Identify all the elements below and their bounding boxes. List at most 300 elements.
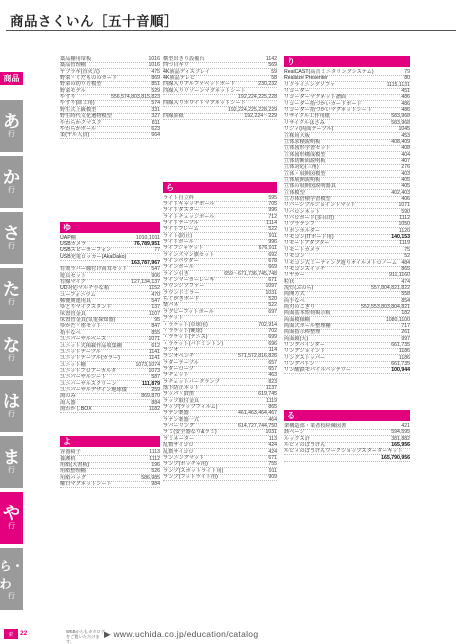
tab-kana: 商品: [3, 73, 20, 83]
index-tab-0[interactable]: [0, 72, 23, 85]
entry-pages: 705: [268, 200, 277, 207]
entry-name: 立方体倍積学習模型: [284, 196, 331, 202]
entry-leader: [312, 88, 402, 94]
entry-name: 用紙整理棚: [60, 468, 86, 475]
entry-leader: [111, 285, 149, 291]
entry-leader: [210, 461, 269, 467]
entry-pages: 165,956: [391, 441, 410, 448]
entry-name: リバロボード(多目的): [284, 215, 334, 222]
entry-name: ユニットテーブル(カラー): [60, 355, 120, 362]
entry-name: 立株用大板: [284, 132, 310, 139]
entry-pages: 823: [268, 378, 277, 385]
entry-name: 湯入器: [60, 399, 76, 406]
entry-name: 両面模様棚: [284, 316, 310, 323]
entry-pages: 1071: [398, 202, 410, 209]
entry-name: ・ラケット(卓球用): [163, 321, 208, 328]
tab-kana: ま: [3, 448, 20, 467]
entry-name: 養護机: [60, 455, 76, 462]
entry-name: 4K液晶ディスプレイ: [163, 68, 210, 75]
entry-pages: 137: [151, 304, 160, 311]
entry-pages: 1137: [265, 385, 277, 391]
entry-leader: [104, 120, 152, 126]
entry-name: 薬品管理棚: [60, 62, 86, 69]
entry-name: リン酸鉄モバイルバッテリー: [284, 367, 352, 374]
entry-pages: 526: [151, 468, 160, 475]
entry-pages: 486: [401, 107, 410, 114]
entry-name: 立体展開説明板: [284, 176, 321, 183]
entry-leader: [322, 139, 391, 145]
entry-leader: [196, 366, 269, 372]
entry-name: ラグビーフットボール: [163, 308, 214, 315]
entry-leader: [317, 304, 361, 310]
entry-pages: 408,409: [391, 138, 410, 145]
section-header: る: [284, 410, 410, 421]
entry-leader: [114, 113, 151, 119]
entry-name: ライト(防止): [163, 232, 193, 239]
entry-leader: [118, 368, 148, 374]
entry-leader: [108, 374, 151, 380]
entry-leader: [186, 315, 278, 321]
entry-pages: 331: [151, 106, 160, 113]
entry-name: 四線罫紙: [163, 113, 184, 120]
entry-leader: [196, 449, 269, 455]
entry-name: リボンホルダー: [284, 227, 321, 234]
entry-name: ラダーテーブル: [163, 359, 199, 366]
entry-leader: [321, 164, 402, 170]
entry-name: 用紙バッグ: [60, 474, 86, 481]
index-entry: [284, 367, 410, 374]
entry-pages: 671: [268, 277, 277, 284]
entry-name: ラバーリング: [163, 423, 195, 430]
entry-name: 郵便関連用具: [60, 298, 92, 305]
entry-pages: 661,735: [391, 361, 410, 368]
entry-pages: 140,153: [391, 234, 410, 241]
entry-pages: 1080,1100: [385, 316, 410, 323]
entry-leader: [201, 398, 266, 404]
index-entry: [284, 455, 410, 462]
entry-leader: [196, 423, 238, 429]
entry-name: ヤブラギ(直火式): [60, 68, 100, 75]
entry-name: 立体図形構成模型: [284, 151, 326, 158]
entry-pages: 984: [151, 481, 160, 488]
entry-leader: [103, 349, 149, 355]
entry-name: 流灯(ぷのら): [284, 284, 314, 291]
entry-pages: 522: [268, 226, 277, 233]
entry-leader: [119, 381, 142, 387]
entry-name: 四線入りリゾーンマグネットシート: [163, 87, 246, 94]
entry-leader: [217, 277, 269, 283]
entry-leader: [78, 456, 150, 462]
entry-name: ラジオ: [163, 346, 179, 353]
tab-kana: や: [3, 504, 20, 523]
entry-leader: [333, 196, 402, 202]
entry-pages: 1119: [266, 397, 277, 404]
entry-name: リングバインダー: [284, 342, 325, 349]
entry-leader: [196, 436, 269, 442]
entry-leader: [310, 336, 401, 342]
entry-pages: 1113: [149, 449, 160, 456]
entry-pages: 1141: [148, 348, 160, 355]
entry-name: 両面基本短荷掲示板: [284, 310, 331, 317]
entry-name: リジィ(両面テープル): [284, 126, 334, 133]
entry-leader: [165, 94, 238, 100]
entry-name: ライトダスター: [163, 207, 200, 214]
entry-leader: [104, 323, 152, 329]
index-tab-9[interactable]: [0, 548, 23, 610]
entry-pages: 692: [268, 251, 277, 258]
index-tab-1[interactable]: [0, 100, 23, 152]
entry-pages: 594,595: [391, 429, 410, 436]
entry-pages: 402,403: [391, 189, 410, 196]
entry-leader: [307, 298, 402, 304]
entry-name: ランプ(ボッチャ用): [163, 461, 208, 468]
entry-pages: 854: [401, 297, 410, 304]
entry-leader: [317, 221, 399, 227]
entry-leader: [129, 387, 152, 393]
entry-leader: [201, 207, 268, 213]
entry-pages: 165,790,956: [381, 454, 410, 461]
entry-leader: [327, 348, 399, 354]
entry-leader: [307, 429, 392, 435]
entry-name: 遊具セット: [60, 272, 86, 279]
entry-pages: 1112: [149, 455, 160, 462]
tab-gyo: 行: [8, 187, 15, 194]
entry-pages: 1073: [148, 367, 160, 374]
entry-leader: [98, 126, 151, 132]
entry-pages: 474: [401, 278, 410, 285]
entry-name: ラジオペンチ: [163, 353, 195, 360]
entry-name: ユーフォニウム: [60, 291, 96, 298]
entry-pages: 911: [268, 467, 277, 474]
entry-leader: [328, 158, 402, 164]
entry-pages: 59: [271, 68, 277, 75]
entry-leader: [333, 310, 402, 316]
entry-pages: 475: [151, 68, 160, 75]
entry-name: リバーシブルジョイントマット: [284, 202, 356, 209]
entry-leader: [181, 302, 269, 308]
entry-name: 有効ラバー線付け両耳セット: [60, 266, 128, 273]
catalog-link[interactable]: ▶ www.uchida.co.jp/education/catalog: [104, 629, 259, 639]
index-tab-4[interactable]: [0, 268, 23, 320]
entry-leader: [88, 62, 149, 68]
entry-leader: [220, 404, 269, 410]
entry-pages: 590: [401, 208, 410, 215]
entry-pages: 1071: [148, 336, 160, 343]
entry-leader: [88, 311, 149, 317]
entry-leader: [307, 190, 391, 196]
section-header: ら: [163, 182, 277, 193]
entry-leader: [206, 455, 268, 461]
entry-name: ラウンドミラー: [163, 289, 200, 296]
entry-pages: 327: [151, 113, 160, 120]
entry-leader: [358, 202, 399, 208]
entry-pages: 587: [151, 374, 160, 381]
entry-leader: [328, 171, 402, 177]
entry-leader: [338, 183, 401, 189]
entry-pages: 678: [268, 258, 277, 264]
entry-name: 四線入りアルファベットボード: [163, 81, 236, 88]
entry-leader: [88, 88, 152, 94]
entry-name: らくがきボード: [163, 296, 200, 303]
entry-pages: 619,745: [258, 391, 277, 398]
entry-pages: 461,463,464,467: [238, 410, 277, 417]
entry-pages: 424: [268, 448, 277, 455]
entry-leader: [191, 62, 268, 68]
entry-leader: [364, 101, 402, 107]
entry-pages: 1186: [398, 348, 410, 355]
entry-pages: 127,134,137: [131, 279, 160, 285]
entry-leader: [98, 107, 151, 113]
entry-leader: [196, 353, 238, 359]
entry-name: ラインマーカーレーキ: [163, 277, 215, 284]
entry-name: ランニングマット: [163, 454, 205, 461]
entry-name: ランプ(フットライト用): [163, 473, 218, 480]
entry-pages: 623: [151, 125, 160, 132]
entry-pages: 557,804,821,822: [371, 284, 410, 291]
entry-leader: [207, 56, 266, 62]
entry-pages: 996: [268, 238, 277, 245]
entry-name: 4K液晶テレビ: [163, 75, 196, 82]
entry-name: 立体対応(三角): [284, 164, 319, 171]
entry-pages: 569: [268, 62, 277, 69]
entry-leader: [205, 328, 269, 334]
entry-leader: [327, 266, 401, 272]
entry-name: 立体図形学習セット: [284, 145, 331, 152]
entry-pages: 906: [151, 272, 160, 279]
entry-pages: 522: [268, 302, 277, 309]
entry-pages: 911: [268, 232, 277, 239]
entry-name: ユニット式掲載作品収集棚: [60, 342, 123, 349]
entry-name: 粒状: [284, 278, 295, 285]
entry-pages: 1016: [148, 62, 160, 69]
entry-pages: 612: [151, 342, 160, 349]
entry-name: リングバトン: [284, 361, 315, 368]
entry-pages: 1010,1011: [135, 234, 160, 241]
entry-name: ライトボール: [163, 238, 194, 245]
entry-leader: [317, 361, 392, 367]
tab-gyo: 行: [8, 593, 15, 600]
entry-leader: [210, 322, 259, 328]
entry-pages: 403: [401, 170, 410, 177]
entry-leader: [94, 406, 149, 412]
entry-name: 野生式上級模型: [60, 106, 97, 113]
entry-leader: [191, 271, 224, 277]
entry-leader: [196, 264, 268, 270]
entry-pages: 1182: [148, 406, 160, 412]
entry-leader: [220, 474, 269, 480]
entry-leader: [88, 362, 136, 368]
index-tab-2[interactable]: [0, 156, 23, 208]
entry-name: ・ラケット(硬球): [163, 327, 203, 334]
entry-leader: [165, 107, 228, 113]
entry-pages: 661,735: [391, 342, 410, 349]
entry-leader: [225, 468, 268, 474]
tab-kana: な: [3, 336, 20, 355]
entry-name: 立体の展開図説明器具: [284, 183, 336, 190]
entry-name: 床置管金具(気電探知器): [60, 317, 116, 324]
entry-name: 四線入りホワイトマグネットシート: [163, 100, 246, 107]
entry-name: リブラテンフ: [284, 221, 315, 228]
entry-pages: 79: [404, 69, 410, 75]
index-tab-3[interactable]: [0, 212, 23, 264]
entry-leader: [197, 75, 271, 81]
entry-pages: 259: [151, 386, 160, 393]
tab-gyo: 行: [8, 355, 15, 362]
entry-pages: 192,224,225,228: [238, 94, 277, 101]
index-tab-8[interactable]: [0, 492, 23, 544]
footer-note: WEBからもカタログをご覧いただけます。: [66, 629, 105, 644]
entry-leader: [196, 239, 268, 245]
entry-leader: [78, 94, 111, 100]
entry-pages: 1045: [398, 126, 410, 133]
entry-leader: [91, 132, 151, 138]
entry-name: RealCAST(高音ミニタリングシステム): [284, 69, 374, 75]
entry-name: USBスピーカーフォン: [60, 247, 112, 254]
tab-kana: あ: [3, 112, 20, 131]
entry-leader: [307, 272, 389, 278]
index-tab-6[interactable]: [0, 380, 23, 432]
entry-leader: [312, 436, 391, 442]
tab-kana: た: [3, 280, 20, 299]
entry-name: 架構造部・業者校経練図書: [284, 422, 347, 429]
entry-name: ユニバーサルシート: [60, 374, 107, 381]
entry-name: ラケット: [163, 315, 184, 322]
entry-leader: [108, 336, 148, 342]
entry-leader: [237, 81, 258, 87]
entry-pages: 77: [154, 247, 160, 254]
entry-pages: 1050: [398, 221, 410, 228]
entry-name: ユニバーサルデザイン地球儀: [60, 386, 127, 393]
entry-leader: [196, 391, 258, 397]
entry-pages: 574: [151, 100, 160, 107]
entry-pages: 182: [401, 310, 410, 317]
entry-pages: 114: [268, 346, 277, 353]
entry-pages: 381,882: [391, 435, 410, 442]
entry-name: 両面鏡(大): [284, 335, 309, 342]
entry-pages: 113: [268, 435, 277, 442]
entry-pages: 865: [401, 265, 410, 272]
entry-name: 湯わかしBOX: [60, 406, 92, 412]
entry-pages: 1115,1131: [386, 81, 410, 88]
entry-pages: 163,787,967: [131, 259, 160, 266]
entry-leader: [201, 258, 269, 264]
entry-leader: [206, 283, 265, 289]
entry-leader: [327, 355, 399, 361]
entry-name: ルビィのぼうけんワークショップスターターキット: [284, 448, 403, 455]
entry-pages: 855: [151, 329, 160, 336]
entry-name: ラッパ・鼓笛: [163, 391, 195, 398]
entry-pages: 464: [268, 416, 277, 423]
entry-leader: [327, 342, 391, 348]
entry-name: ラミネーター: [163, 435, 195, 442]
entry-leader: [114, 481, 152, 487]
entry-name: UAP棚: [60, 234, 76, 241]
section-header: よ: [60, 436, 160, 447]
entry-leader: [196, 195, 268, 201]
entry-name: ラテン楽器: [163, 410, 189, 417]
entry-pages: 52: [404, 253, 410, 260]
index-tab-7[interactable]: [0, 436, 23, 488]
entry-pages: 276: [401, 164, 410, 171]
entry-pages: 669: [268, 264, 277, 271]
entry-pages: 552,553,803,804,821: [360, 303, 410, 310]
tab-gyo: 行: [8, 243, 15, 250]
entry-name: ライト自立枠: [163, 194, 194, 201]
entry-pages: 583,968: [391, 119, 410, 126]
entry-name: 立体切断面説明板: [284, 157, 326, 164]
section-header: り: [284, 56, 410, 67]
entry-leader: [219, 429, 266, 435]
tab-kana: か: [3, 168, 20, 187]
entry-pages: 408: [401, 145, 410, 152]
entry-leader: [201, 385, 266, 391]
tab-kana: さ: [3, 224, 20, 243]
entry-pages: 1097: [265, 283, 277, 290]
entry-leader: [248, 100, 277, 106]
entry-pages: 261: [401, 329, 410, 336]
entry-pages: 865: [268, 404, 277, 411]
entry-leader: [222, 379, 269, 385]
entry-name: 乱数サイコロ: [163, 442, 194, 449]
entry-name: ユニバーサルスクリーン: [60, 380, 117, 387]
entry-pages: 996: [268, 207, 277, 214]
entry-pages: 911,1160: [389, 272, 410, 279]
entry-leader: [194, 233, 268, 239]
entry-pages: 76,789,951: [134, 240, 160, 247]
index-entry: [60, 132, 160, 139]
entry-pages: 1031: [265, 289, 277, 296]
entry-leader: [315, 285, 371, 291]
tab-gyo: 行: [8, 467, 15, 474]
entry-leader: [332, 113, 391, 119]
entry-pages: 486: [401, 100, 410, 107]
entry-name: リモコン(ITボード用): [284, 234, 334, 241]
tab-kana: は: [3, 392, 20, 411]
entry-leader: [186, 113, 245, 119]
entry-name: ユニットフロアーカルタ: [60, 367, 117, 374]
entry-pages: 571,572,816,826: [238, 353, 277, 360]
section-header: ゆ: [60, 222, 160, 233]
entry-pages: 1114: [266, 219, 277, 226]
entry-name: ユニバーサルベース: [60, 336, 107, 343]
entry-pages: 111,879: [141, 380, 160, 387]
page-header: [0, 0, 462, 32]
entry-leader: [353, 367, 391, 373]
entry-pages: 484: [401, 259, 410, 266]
entry-leader: [348, 423, 401, 429]
entry-name: ラインパウダー: [163, 258, 199, 264]
entry-name: 有線マイク: [60, 279, 86, 285]
entry-pages: 717: [401, 323, 410, 329]
entry-pages: 453: [401, 132, 410, 139]
entry-name: ライトテーブル: [163, 219, 199, 226]
entry-name: ゆかた・座セット: [60, 323, 102, 330]
entry-pages: 421: [401, 422, 410, 429]
entry-name: ラチェットバーグランプ: [163, 378, 220, 385]
entry-name: リングジョイント: [284, 348, 326, 355]
entry-name: リコーダーマグネット譜面: [284, 94, 347, 101]
entry-name: ルックス計: [284, 435, 310, 442]
entry-pages: 1112: [399, 215, 410, 222]
entry-leader: [201, 417, 268, 423]
index-tab-5[interactable]: [0, 324, 23, 376]
entry-pages: 851: [151, 81, 160, 88]
entry-name: 該ページ: [284, 429, 305, 436]
entry-leader: [113, 247, 154, 253]
entry-pages: 657: [268, 365, 277, 372]
entry-name: ラダーロープ: [163, 365, 194, 372]
entry-name: 曜日マグネットシート: [60, 481, 112, 488]
